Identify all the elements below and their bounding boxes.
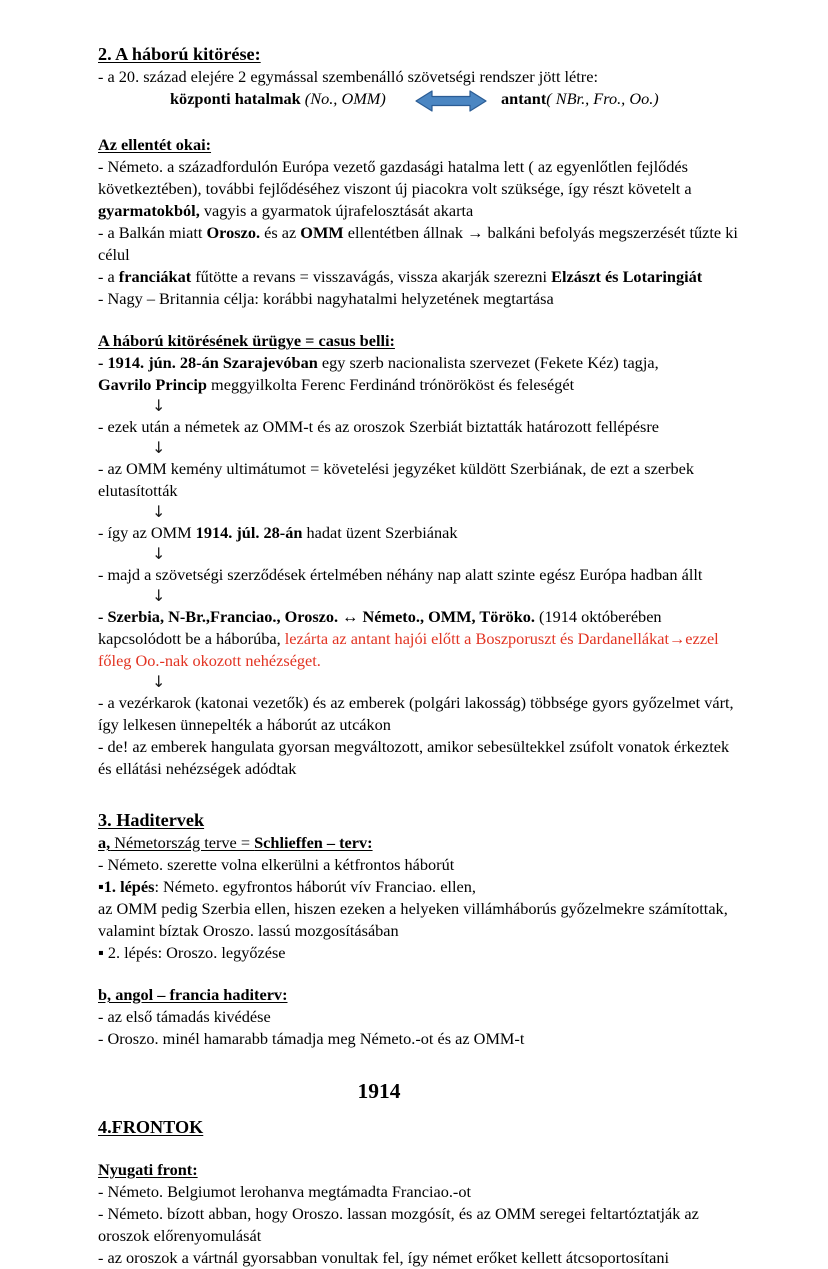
plan-a-heading <box>98 832 373 854</box>
flow-arrow-down-1: ↓ <box>152 396 166 415</box>
causes-p2-bold-russia-suffix: o. <box>247 223 261 242</box>
pretext-paragraph-3: - az OMM kemény ultimátumot = követelési jegyzéket küldött Szerbiának, de ezt a szerbek elutasították <box>98 459 695 500</box>
plan-b-heading: b, angol – francia haditerv: <box>98 985 288 1004</box>
year-marker-1914: 1914 <box>357 1079 401 1103</box>
document-body <box>98 42 740 1269</box>
pretext-paragraph-8: - de! az emberek hangulata gyorsan megváltozott, amikor sebesültekkel zsúfolt vonatok érkeztek és ellátási nehézségek adódtak <box>98 737 730 778</box>
entente-bold: antant <box>501 89 547 108</box>
causes-p3-bold-alsace: Elzászt és Lotaringiát <box>551 267 703 286</box>
flow-arrow-down-5: ↓ <box>152 586 166 605</box>
causes-heading: Az ellentét okai: <box>98 135 212 154</box>
causes-p1-bold: gyarmatokból, <box>98 201 200 220</box>
plan-b-paragraph-2: - Oroszo. minél hamarabb támadja meg Németo.-ot és az OMM-t <box>98 1029 525 1048</box>
pretext-paragraph-6 <box>98 606 740 672</box>
section4-heading-wrap <box>98 1115 740 1139</box>
causes-p3-part-b: fűtötte a revans = visszavágás, vissza akarják szerezni <box>191 267 552 286</box>
spacer-before-section3 <box>98 780 740 808</box>
plan-a-step-2: ▪ 2. lépés: Oroszo. legyőzése <box>98 943 286 962</box>
plan-a-step-1 <box>98 876 740 898</box>
pretext-p4-part-b: hadat üzent Szerbiának <box>302 523 458 542</box>
pretext-p4-bold-date: 1914. júl. 28-án <box>195 523 303 542</box>
pretext-paragraph-7: - a vezérkarok (katonai vezetők) és az emberek (polgári lakosság) többsége gyors győzelmet várt, így lelkesen ünnepelték a háborút az utcákon <box>98 693 734 734</box>
causes-paragraph-4: - Nagy – Britannia célja: korábbi nagyhatalmi helyzetének megtartása <box>98 289 554 308</box>
pretext-heading-wrap <box>98 330 740 352</box>
step1-rest: : Németo. egyfrontos háborút vív Franciao. ellen, <box>154 877 476 896</box>
step1-bold-label: 1. lépés <box>103 877 155 896</box>
causes-p2-bold-omm: OMM <box>300 223 344 242</box>
plan-a-step-1-continued-2: valamint bíztak Oroszo. lassú mozgosításában <box>98 921 399 940</box>
pretext-p6-red-note: lezárta az antant hajói előtt a Boszporuszt és Dardanellákat→ezzel főleg Oo.-nak okozott nehézséget. <box>98 629 719 670</box>
causes-p2-part-b: és az <box>260 223 301 242</box>
central-powers-bold: központi hatalmak <box>170 89 301 108</box>
plan-a-step-1-continued: az OMM pedig Szerbia ellen, hiszen ezeken a helyeken villámháborús győzelmekre számítottak, <box>98 899 728 918</box>
pretext-p1-bold-princip: Gavrilo Princip <box>98 375 207 394</box>
causes-paragraph-1 <box>98 156 740 222</box>
plan-a-bold: Schlieffen – terv: <box>254 833 373 852</box>
causes-heading-wrap <box>98 134 740 156</box>
pretext-p1-bold-date: - 1914. jún. 28-án Szarajevóban <box>98 353 318 372</box>
causes-p3-bold-french: franciákat <box>118 267 192 286</box>
spacer-before-plan-b <box>98 964 740 984</box>
spacer-after-alliance <box>98 114 740 134</box>
section3-heading-wrap <box>98 808 740 832</box>
plan-a-paragraph-1: - Németo. szerette volna elkerülni a kétfrontos háborút <box>98 855 455 874</box>
pretext-p1-part-b: meggyilkolta Ferenc Ferdinánd trónörököst és feleségét <box>206 375 575 394</box>
west-front-heading-wrap <box>98 1159 740 1181</box>
west-front-heading: Nyugati front: <box>98 1160 198 1179</box>
pretext-p1-part-a: egy szerb nacionalista szervezet (Fekete Kéz) tagja, <box>317 353 659 372</box>
flow-arrow-down-2: ↓ <box>152 438 166 457</box>
west-front-paragraph-3: - az oroszok a vártnál gyorsabban vonultak fel, így német erőket kellett átcsoportosítani <box>98 1248 670 1267</box>
section2-intro: - a 20. század elejére 2 egymással szembenálló szövetségi rendszer jött létre: <box>98 67 598 86</box>
entente-label <box>501 88 659 110</box>
flow-arrow-down-3: ↓ <box>152 502 166 521</box>
pretext-paragraph-1 <box>98 352 740 396</box>
section3-heading: 3. Haditervek <box>98 810 205 830</box>
causes-p3-part-a: - a <box>98 267 119 286</box>
causes-p1-part-a: - Németo. a századfordulón Európa vezető gazdasági hatalma lett ( az egyenlőtlen fejlődés következtében), további fejlődéséhez viszont új piacokra volt szüksége, így részt követelt a <box>98 157 692 198</box>
flow-arrow-down-6: ↓ <box>152 672 166 691</box>
section4-heading: 4.FRONTOK <box>98 1117 204 1137</box>
alliance-row <box>98 88 740 114</box>
west-front-paragraph-2: - Németo. bízott abban, hogy Oroszo. lassan mozgósít, és az OMM seregei feltartóztatják az oroszok előrenyomulását <box>98 1204 699 1245</box>
causes-p2-bold-russia: Orosz <box>206 223 248 242</box>
section2-heading: 2. A háború kitörése: <box>98 44 261 64</box>
causes-p2-part-a: - a Balkán miatt <box>98 223 207 242</box>
plan-b-paragraph-1: - az első támadás kivédése <box>98 1007 271 1026</box>
section2-heading-wrap <box>98 42 740 66</box>
spacer-before-year <box>98 1050 740 1078</box>
spacer-after-year <box>98 1104 740 1115</box>
central-powers-members: (No., OMM) <box>300 89 386 108</box>
double-headed-horizontal-arrow-icon <box>414 90 488 112</box>
pretext-p6-part-a: (1914 októberében kapcsolódott be a háborúba, <box>98 607 662 648</box>
plan-a-heading-wrap <box>98 832 740 854</box>
plan-b-heading-wrap <box>98 984 740 1006</box>
spacer-before-west-front <box>98 1139 740 1159</box>
pretext-paragraph-5: - majd a szövetségi szerződések értelmében néhány nap alatt szinte egész Európa hadban állt <box>98 565 703 584</box>
spacer-after-causes <box>98 310 740 330</box>
causes-paragraph-3 <box>98 266 740 288</box>
entente-members: ( NBr., Fro., Oo.) <box>546 89 659 108</box>
step1-bullet-icon: ▪ <box>98 877 104 896</box>
causes-p2-part-c: ellentétben állnak → balkáni befolyás megszerzését tűzte ki célul <box>98 223 738 264</box>
pretext-p6-bold-sides: - Szerbia, N-Br.,Franciao., Oroszo. ↔ Németo., OMM, Töröko. <box>98 607 535 626</box>
pretext-p4-part-a: - így az OMM <box>98 523 196 542</box>
flow-arrow-down-4: ↓ <box>152 544 166 563</box>
central-powers-label <box>170 88 386 110</box>
causes-paragraph-2 <box>98 222 740 266</box>
west-front-paragraph-1: - Németo. Belgiumot lerohanva megtámadta Franciao.-ot <box>98 1182 471 1201</box>
causes-p1-part-b: vagyis a gyarmatok újrafelosztását akarta <box>199 201 474 220</box>
plan-a-mid: Németország terve = <box>110 833 255 852</box>
pretext-paragraph-4 <box>98 522 740 544</box>
pretext-heading: A háború kitörésének ürügye = casus belli: <box>98 331 395 350</box>
plan-a-prefix: a, <box>98 833 111 852</box>
pretext-paragraph-2: - ezek után a németek az OMM-t és az oroszok Szerbiát biztatták határozott fellépésre <box>98 417 659 436</box>
